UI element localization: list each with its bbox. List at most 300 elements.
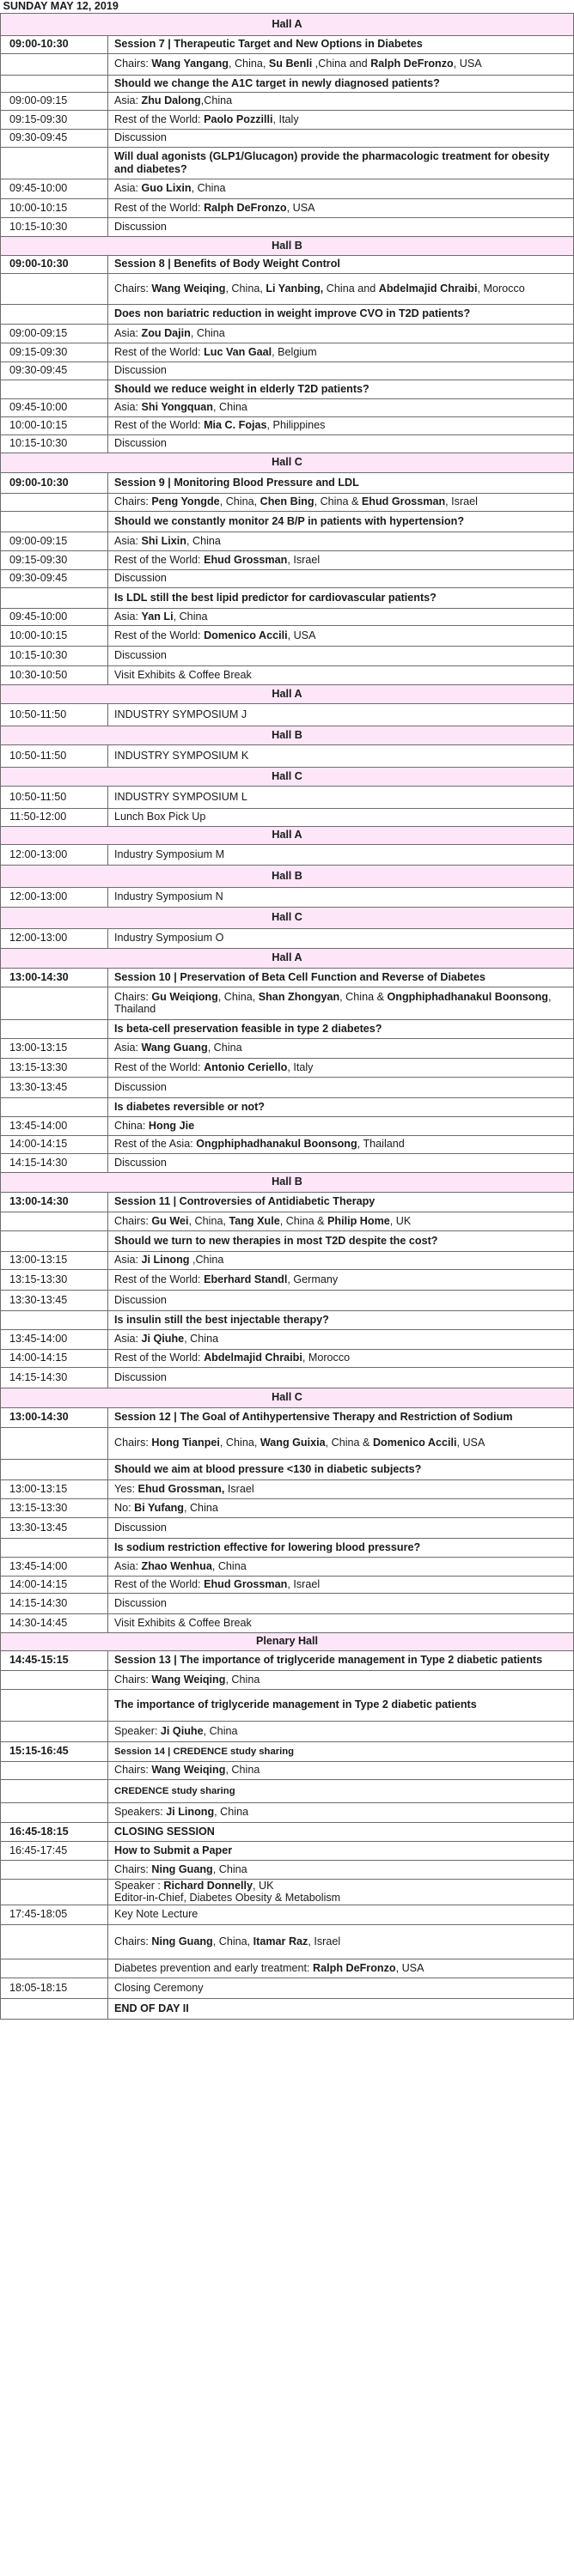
person-name: Domenico Accili [204,629,288,641]
text-segment: , China, [212,1935,253,1947]
schedule-entry: Industry Symposium M [108,844,574,865]
time-slot: 09:00-09:15 [1,92,108,110]
schedule-entry: Discussion [108,1517,574,1538]
person-name: Paolo Pozzilli [204,112,273,125]
time-slot: 15:15-16:45 [1,1741,108,1761]
schedule-entry [108,625,574,646]
text-segment: , China, [217,990,259,1003]
person-name: Ralph DeFronzo [313,1961,396,1974]
schedule-row [1,744,574,767]
person-name: Gu Weiqiong [151,990,218,1003]
schedule-entry [108,324,574,343]
time-slot [1,1879,108,1905]
time-slot: 17:45-18:05 [1,1905,108,1924]
text-segment: Yes: [114,1482,138,1495]
schedule-row [1,887,574,907]
schedule-entry: Session 7 | Therapeutic Target and New Options in Diabetes [108,35,574,53]
person-name: Wang Guang [141,1042,208,1054]
time-slot: 09:00-09:15 [1,532,108,550]
person-name: Ralph DeFronzo [204,201,287,214]
time-slot [1,1538,108,1557]
time-slot [1,304,108,324]
text-segment: , China [225,1673,260,1686]
text-segment: Rest of the World: [114,1577,205,1590]
time-slot: 16:45-18:15 [1,1822,108,1841]
time-slot [1,987,108,1019]
schedule-row [1,92,574,110]
schedule-entry: Discussion [108,1290,574,1310]
time-slot: 12:00-13:00 [1,887,108,907]
time-slot [1,1761,108,1779]
time-slot: 10:50-11:50 [1,744,108,767]
schedule-row [1,35,574,53]
schedule-entry: Discussion [108,569,574,587]
time-slot: 13:45-14:00 [1,1116,108,1135]
schedule-row [1,472,574,493]
time-slot: 09:00-10:30 [1,472,108,493]
schedule-entry [108,1860,574,1879]
schedule-entry: Discussion [108,1077,574,1097]
text-segment: Rest of the Asia: [114,1138,197,1151]
schedule-row [1,1135,574,1153]
person-name: Hong Tianpei [151,1437,220,1449]
day-date: SUNDAY MAY 12, 2019 [3,0,119,12]
schedule-row [1,1310,574,1329]
schedule-row [1,928,574,948]
schedule-entry: Session 12 | The Goal of Antihypertensive Therapy and Restriction of Sodium [108,1407,574,1427]
schedule-row [1,532,574,550]
schedule-entry [108,343,574,361]
time-slot [1,1959,108,1978]
time-slot: 10:00-10:15 [1,198,108,217]
schedule-row [1,703,574,726]
schedule-entry [108,273,574,304]
schedule-row [1,1479,574,1498]
schedule-row [1,1802,574,1822]
text-segment: , China [213,401,247,414]
person-name: Li Yanbing, [266,282,324,295]
time-slot: 09:45-10:00 [1,398,108,416]
hall-name: Hall A [1,826,574,844]
time-slot: 13:00-13:15 [1,1479,108,1498]
schedule-entry: Lunch Box Pick Up [108,808,574,826]
text-segment: , China [212,1862,247,1875]
time-slot: 11:50-12:00 [1,808,108,826]
text-segment: Chairs: [114,1437,152,1449]
time-slot: 18:05-18:15 [1,1978,108,1998]
time-slot [1,1670,108,1689]
text-segment: , China [203,1724,238,1737]
schedule-entry: Discussion [108,217,574,236]
person-name: Ji Qiuhe [160,1724,204,1737]
time-slot [1,1310,108,1329]
schedule-entry: How to Submit a Paper [108,1841,574,1860]
hall-header-row [1,907,574,928]
person-name: Peng Yongde [151,495,220,508]
schedule-entry: Discussion [108,1593,574,1613]
schedule-entry [108,398,574,416]
time-slot [1,1924,108,1959]
time-slot [1,1230,108,1251]
text-segment: , China [211,1559,247,1572]
schedule-entry [108,1329,574,1349]
schedule-entry [108,1498,574,1517]
schedule-entry: Should we turn to new therapies in most T2D despite the cost? [108,1230,574,1251]
schedule-entry [108,92,574,110]
schedule-entry: Industry Symposium N [108,887,574,907]
schedule-entry [108,1349,574,1367]
hall-name: Hall A [1,948,574,968]
person-name: Ning Guang [151,1862,213,1875]
person-name: Zhu Dalong [141,94,201,107]
person-name: Philip Home [327,1214,390,1227]
time-slot: 13:00-14:30 [1,1407,108,1427]
person-name: Tang Xule [229,1214,280,1227]
schedule-row [1,147,574,179]
schedule-entry: Industry Symposium O [108,928,574,948]
person-name: Wang Yangang [151,58,229,70]
text-segment: , China, [228,58,269,70]
schedule-row [1,625,574,646]
time-slot [1,53,108,75]
text-segment: Asia: [114,182,142,195]
text-segment: Asia: [114,401,142,414]
schedule-entry [108,550,574,569]
schedule-row [1,1924,574,1959]
text-segment: Asia: [114,326,142,339]
schedule-row [1,1721,574,1741]
hall-header-row [1,453,574,472]
person-name: CREDENCE study sharing [114,1786,235,1797]
schedule-entry [108,987,574,1019]
hall-header-row [1,948,574,968]
schedule-row [1,217,574,236]
schedule-entry [108,532,574,550]
text-segment: , Morocco [302,1352,351,1364]
text-segment: , China, [188,1214,229,1227]
schedule-row [1,304,574,324]
time-slot: 13:15-13:30 [1,1269,108,1290]
schedule-row [1,324,574,343]
time-slot: 09:15-09:30 [1,343,108,361]
time-slot: 12:00-13:00 [1,844,108,865]
text-segment: Chairs: [114,58,152,70]
text-segment: Chairs: [114,990,152,1003]
schedule-entry [108,1269,574,1290]
text-segment: , China [207,1042,242,1054]
person-name: Ji Linong [141,1254,190,1267]
text-segment: Chairs: [114,1935,152,1947]
time-slot: 10:30-10:50 [1,665,108,684]
time-slot: 13:45-14:00 [1,1557,108,1576]
schedule-entry: Visit Exhibits & Coffee Break [108,1613,574,1632]
text-segment: , Philippines [266,419,326,432]
time-slot [1,1212,108,1230]
time-slot: 09:30-09:45 [1,129,108,147]
schedule-entry: The importance of triglyceride management in Type 2 diabetic patients [108,1689,574,1721]
schedule-entry: Key Note Lecture [108,1905,574,1924]
text-segment: Rest of the World: [114,419,205,432]
schedule-entry [108,1761,574,1779]
text-segment: , USA [287,629,316,641]
person-name: Shi Lixin [141,534,186,547]
time-slot [1,1998,108,2019]
schedule-row [1,1058,574,1077]
schedule-entry: Discussion [108,129,574,147]
schedule-entry [108,1212,574,1230]
schedule-entry [108,1721,574,1741]
schedule-entry [108,1116,574,1135]
schedule-row [1,587,574,608]
person-name: Antonio Ceriello [204,1060,288,1073]
schedule-entry: Should we aim at blood pressure <130 in diabetic subjects? [108,1459,574,1479]
hall-header-row [1,726,574,744]
schedule-row [1,1576,574,1593]
text-segment: Speakers: [114,1806,167,1819]
time-slot: 09:00-10:30 [1,35,108,53]
person-name: Ehud Grossman, [137,1482,225,1495]
person-name: Ehud Grossman [204,1577,288,1590]
hall-header-row [1,767,574,786]
time-slot: 10:15-10:30 [1,646,108,665]
text-segment: Rest of the World: [114,553,205,566]
schedule-row [1,550,574,569]
schedule-row [1,1689,574,1721]
text-segment: ,China [189,1254,224,1267]
schedule-entry: Visit Exhibits & Coffee Break [108,665,574,684]
schedule-row [1,569,574,587]
text-segment: , Israel [287,553,321,566]
schedule-row [1,398,574,416]
person-name: Abdelmajid Chraibi [378,282,478,295]
hall-header-row [1,684,574,703]
schedule-row [1,179,574,198]
schedule-row [1,987,574,1019]
text-segment: ,China and [312,58,371,70]
person-name: Gu Wei [151,1214,189,1227]
text-segment: Chairs: [114,1862,152,1875]
person-name: Wang Guixia [260,1437,326,1449]
time-slot: 16:45-17:45 [1,1841,108,1860]
schedule-row [1,1407,574,1427]
text-segment: Asia: [114,1559,142,1572]
time-slot: 13:30-13:45 [1,1077,108,1097]
hall-name: Hall B [1,726,574,744]
schedule-entry [108,1576,574,1593]
person-name: Ongphiphadhanakul Boonsong [196,1138,357,1151]
time-slot: 13:00-14:30 [1,968,108,987]
schedule-row [1,1077,574,1097]
schedule-entry [108,1135,574,1153]
time-slot: 14:15-14:30 [1,1367,108,1388]
schedule-row [1,608,574,625]
schedule-row [1,1459,574,1479]
schedule-entry [108,1058,574,1077]
person-name: Su Benli [268,58,313,70]
time-slot [1,1721,108,1741]
schedule-entry: Discussion [108,646,574,665]
hall-header-row [1,826,574,844]
text-segment: , Israel [445,495,478,508]
schedule-row [1,1097,574,1116]
hall-header-row [1,236,574,255]
schedule-row [1,1116,574,1135]
text-segment: Diabetes prevention and early treatment: [114,1961,314,1974]
schedule-row [1,1959,574,1978]
time-slot: 09:15-09:30 [1,550,108,569]
program-body [1,0,574,2019]
hall-header-row [1,1172,574,1192]
text-segment: , China & [325,1437,373,1449]
schedule-row [1,1192,574,1212]
person-name: Session 14 | CREDENCE study sharing [114,1747,295,1758]
text-segment: , China & [339,990,388,1003]
person-name: Wang Weiqing [151,1764,226,1777]
hall-name: Hall B [1,1172,574,1192]
time-slot: 10:15-10:30 [1,434,108,453]
text-segment: Asia: [114,534,142,547]
text-segment: Chairs: [114,1764,152,1777]
schedule-entry: Session 8 | Benefits of Body Weight Control [108,255,574,273]
text-segment: , USA [453,58,482,70]
time-slot [1,147,108,179]
schedule-entry [108,1924,574,1959]
schedule-row [1,844,574,865]
schedule-row [1,1741,574,1761]
text-segment: , Morocco [477,282,525,295]
schedule-entry: Will dual agonists (GLP1/Glucagon) provide the pharmacologic treatment for obesity and diabetes? [108,147,574,179]
text-segment: , UK [252,1879,274,1892]
schedule-row [1,808,574,826]
schedule-row [1,646,574,665]
hall-header-row [1,13,574,35]
hall-name: Hall B [1,865,574,887]
time-slot: 13:15-13:30 [1,1498,108,1517]
text-segment: ,China [200,94,233,107]
time-slot: 09:45-10:00 [1,179,108,198]
text-segment: Speaker: [114,1724,161,1737]
text-segment: Rest of the World: [114,201,205,214]
schedule-row [1,1779,574,1802]
text-segment: , China & [314,495,362,508]
time-slot [1,273,108,304]
time-slot [1,511,108,532]
schedule-row [1,273,574,304]
schedule-entry [108,1802,574,1822]
schedule-entry: END OF DAY II [108,1998,574,2019]
text-segment: Asia: [114,1333,142,1346]
text-segment: China and [323,282,379,295]
hall-name: Plenary Hall [1,1632,574,1650]
time-slot [1,1459,108,1479]
schedule-entry [108,179,574,198]
person-name: Wang Weiqing [151,282,226,295]
time-slot: 13:30-13:45 [1,1517,108,1538]
text-segment: Speaker : [114,1879,164,1892]
schedule-entry [108,1741,574,1761]
text-segment: , Thailand [357,1138,405,1151]
text-segment: , China [214,1806,249,1819]
time-slot [1,1779,108,1802]
time-slot: 09:15-09:30 [1,110,108,129]
person-name: Ning Guang [151,1935,213,1947]
schedule-entry [108,608,574,625]
schedule-row [1,343,574,361]
schedule-row [1,511,574,532]
schedule-entry: Discussion [108,1153,574,1172]
time-slot: 09:00-10:30 [1,255,108,273]
schedule-entry: Is LDL still the best lipid predictor for cardiovascular patients? [108,587,574,608]
text-segment: , Belgium [272,345,317,358]
schedule-entry [108,198,574,217]
schedule-row [1,53,574,75]
schedule-row [1,1269,574,1290]
hall-name: Hall A [1,13,574,35]
time-slot: 14:00-14:15 [1,1576,108,1593]
schedule-row [1,198,574,217]
text-segment: No: [114,1501,135,1514]
schedule-row [1,380,574,398]
time-slot [1,1689,108,1721]
schedule-entry: Session 10 | Preservation of Beta Cell Function and Reverse of Diabetes [108,968,574,987]
person-name: Ongphiphadhanakul Boonsong [387,990,548,1003]
schedule-entry: Should we change the A1C target in newly diagnosed patients? [108,75,574,92]
schedule-row [1,1019,574,1038]
person-name: Ji Qiuhe [141,1333,185,1346]
schedule-entry: Session 13 | The importance of triglyceride management in Type 2 diabetic patients [108,1650,574,1670]
person-name: Mia C. Fojas [204,419,267,432]
schedule-row [1,110,574,129]
schedule-entry: CLOSING SESSION [108,1822,574,1841]
hall-header-row [1,1388,574,1407]
schedule-row [1,416,574,434]
schedule-row [1,968,574,987]
time-slot [1,587,108,608]
time-slot: 09:30-09:45 [1,569,108,587]
schedule-entry: Should we reduce weight in elderly T2D patients? [108,380,574,398]
person-name: Wang Weiqing [151,1673,226,1686]
hall-name: Hall C [1,1388,574,1407]
time-slot: 10:15-10:30 [1,217,108,236]
schedule-row [1,1650,574,1670]
schedule-row [1,1841,574,1860]
person-name: Richard Donnelly [163,1879,253,1892]
person-name: Bi Yufang [134,1501,184,1514]
hall-name: Hall B [1,236,574,255]
person-name: Chen Bing [260,495,314,508]
schedule-row [1,1427,574,1459]
person-name: Guo Lixin [141,182,192,195]
schedule-row [1,129,574,147]
schedule-entry: Is insulin still the best injectable therapy? [108,1310,574,1329]
schedule-entry: Is sodium restriction effective for lowering blood pressure? [108,1538,574,1557]
schedule-entry: INDUSTRY SYMPOSIUM K [108,744,574,767]
person-name: Shan Zhongyan [258,990,340,1003]
schedule-row [1,255,574,273]
schedule-row [1,361,574,380]
text-segment: , China, [225,282,266,295]
schedule-row [1,1230,574,1251]
text-segment: , USA [456,1437,485,1449]
schedule-row [1,1212,574,1230]
text-segment: Rest of the World: [114,629,205,641]
text-segment: , China [191,182,226,195]
time-slot: 13:00-13:15 [1,1038,108,1058]
schedule-row [1,493,574,511]
schedule-entry [108,1779,574,1802]
hall-name: Hall C [1,767,574,786]
text-segment: , China, [219,495,260,508]
